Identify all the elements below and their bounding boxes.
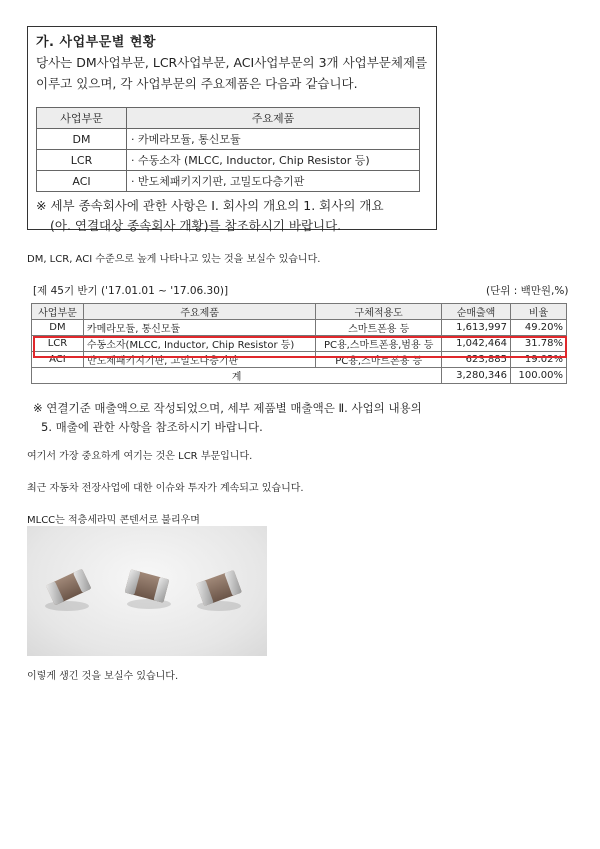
sales-cell: 1,613,997 — [442, 320, 511, 336]
mlcc-photo — [27, 526, 267, 656]
intro-paragraph: 당사는 DM사업부문, LCR사업부문, ACI사업부문의 3개 사업부문체제를 이루고 있으며, 각 사업부문의 주요제품은 다음과 같습니다. — [36, 55, 428, 91]
product-cell: · 반도체패키지기판, 고밀도다층기판 — [127, 171, 420, 192]
segment-cell: DM — [32, 320, 84, 336]
table-row — [37, 129, 420, 150]
product-cell: 카메라모듈, 통신모듈 — [83, 320, 315, 336]
total-label: 계 — [32, 368, 442, 384]
sales-cell: 1,042,464 — [442, 336, 511, 352]
table-row — [32, 320, 567, 336]
total-ratio: 100.00% — [511, 368, 567, 384]
segment-cell: LCR — [32, 336, 84, 352]
product-cell: · 카메라모듈, 통신모듈 — [127, 129, 420, 150]
sales-cell: 623,885 — [442, 352, 511, 368]
ratio-cell: 49.20% — [511, 320, 567, 336]
sales-note: ※ 연결기준 매출액으로 작성되었으며, 세부 제품별 매출액은 Ⅱ. 사업의 내용의 5. 매출에 관한 사항을 참조하시기 바랍니다. — [33, 401, 422, 434]
mlcc-chips-illustration — [27, 526, 267, 656]
header-net-sales: 순매출액 — [442, 304, 511, 320]
total-row — [32, 368, 567, 384]
table-header-row — [32, 304, 567, 320]
body-text: DM, LCR, ACI 수준으로 높게 나타나고 있는 것을 보실수 있습니다. — [27, 254, 321, 265]
usage-cell: PC용,스마트폰용,범용 등 — [316, 336, 442, 352]
total-sales: 3,280,346 — [442, 368, 511, 384]
header-usage: 구체적용도 — [316, 304, 442, 320]
ratio-cell: 19.02% — [511, 352, 567, 368]
header-segment: 사업부문 — [37, 108, 127, 129]
body-text: 최근 자동차 전장사업에 대한 이슈와 투자가 계속되고 있습니다. — [27, 483, 304, 494]
unit-label: (단위 : 백만원,%) — [486, 285, 569, 297]
header-segment: 사업부문 — [32, 304, 84, 320]
period-label: [제 45기 반기 ('17.01.01 ~ '17.06.30)] — [33, 285, 229, 297]
product-cell: 수동소자(MLCC, Inductor, Chip Resistor 등) — [83, 336, 315, 352]
body-text: MLCC는 적층세라믹 콘덴서로 불리우며 — [27, 515, 200, 526]
segment-cell: ACI — [37, 171, 127, 192]
segment-cell: ACI — [32, 352, 84, 368]
header-ratio: 비율 — [511, 304, 567, 320]
product-cell: 반도체패키지기판, 고밀도다층기판 — [83, 352, 315, 368]
table-header-row — [37, 108, 420, 129]
reference-note: ※ 세부 종속회사에 관한 사항은 Ⅰ. 회사의 개요의 1. 회사의 개요 (아. 연결대상 종속회사 개황)를 참조하시기 바랍니다. — [36, 198, 384, 233]
table-row — [37, 150, 420, 171]
segment-cell: LCR — [37, 150, 127, 171]
usage-cell: 스마트폰용 등 — [316, 320, 442, 336]
segment-product-table — [36, 107, 420, 192]
segment-cell: DM — [37, 129, 127, 150]
body-text: 이렇게 생긴 것을 보실수 있습니다. — [27, 671, 179, 682]
header-products: 주요제품 — [127, 108, 420, 129]
body-text: 여기서 가장 중요하게 여기는 것은 LCR 부문입니다. — [27, 451, 253, 462]
table-row — [37, 171, 420, 192]
business-segment-box — [27, 26, 437, 233]
usage-cell: PC용,스마트폰용 등 — [316, 352, 442, 368]
section-title: 가. 사업부문별 현황 — [36, 35, 156, 50]
product-cell: · 수동소자 (MLCC, Inductor, Chip Resistor 등) — [127, 150, 420, 171]
lcr-highlight-box — [33, 336, 567, 358]
header-products: 주요제품 — [83, 304, 315, 320]
ratio-cell: 31.78% — [511, 336, 567, 352]
